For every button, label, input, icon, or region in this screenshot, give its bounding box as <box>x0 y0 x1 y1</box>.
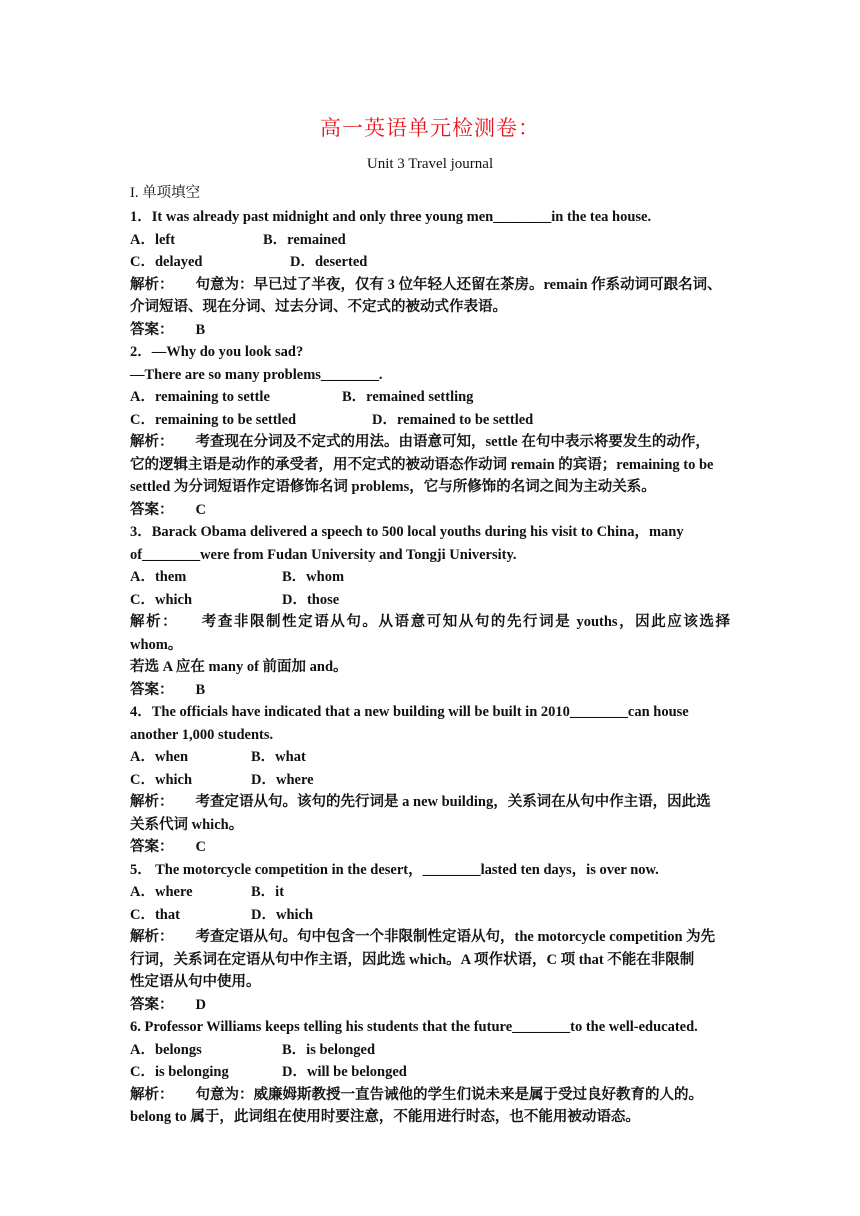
question-block <box>130 206 730 341</box>
options-row <box>130 881 730 904</box>
answer-label: 答案： <box>130 839 174 855</box>
option: D．where <box>251 771 314 788</box>
analysis-text: 关系代词 which。 <box>130 816 244 833</box>
answer-label: 答案： <box>130 996 174 1013</box>
option: C．remaining to be settled <box>130 411 297 428</box>
answer-value: D <box>195 996 206 1013</box>
question-block <box>130 341 730 521</box>
option: C．delayed <box>130 254 203 270</box>
question-stem: —There are so many problems________. <box>130 366 383 383</box>
analysis-text <box>130 431 730 454</box>
question-block <box>130 701 730 859</box>
analysis-text <box>130 791 730 814</box>
answer-value: B <box>195 321 206 338</box>
answer-label: 答案： <box>130 501 174 518</box>
question-stem: 1．It was already past midnight and only three young men________in the tea house. <box>130 209 652 225</box>
option: B．is belonged <box>282 1041 376 1058</box>
options-row <box>130 1039 730 1062</box>
analysis-body: 考查定语从句。句中包含一个非限制性定语从句，the motorcycle competition 为先 <box>195 929 716 945</box>
analysis-label: 解析： <box>130 614 179 630</box>
option: C．which <box>130 591 193 608</box>
analysis-body: 句意为：威廉姆斯教授一直告诫他的学生们说未来是属于受过良好教育的人的。 <box>195 1086 703 1103</box>
options-row <box>130 251 730 274</box>
options-row <box>130 769 730 792</box>
options-row <box>130 386 730 409</box>
option: C．which <box>130 771 193 788</box>
option: A．belongs <box>130 1041 202 1058</box>
answer-value: B <box>195 681 206 698</box>
analysis-text: 性定语从句中使用。 <box>130 974 261 990</box>
option: B．it <box>251 884 285 900</box>
analysis-text <box>130 611 730 656</box>
options-row <box>130 589 730 612</box>
answer-line <box>130 994 730 1017</box>
analysis-text: settled 为分词短语作定语修饰名词 problems，它与所修饰的名词之间为主动关系。 <box>130 479 656 495</box>
analysis-text: 若选 A 应在 many of 前面加 and。 <box>130 659 348 675</box>
analysis-text: 它的逻辑主语是动作的承受者，用不定式的被动语态作动词 remain 的宾语；remaining to be <box>130 456 714 473</box>
option: B．whom <box>282 569 345 585</box>
answer-label: 答案： <box>130 681 174 698</box>
option: A．when <box>130 749 189 765</box>
question-list <box>130 206 730 1129</box>
options-row <box>130 229 730 252</box>
option: D．will be belonged <box>282 1064 407 1080</box>
question-block <box>130 859 730 1017</box>
answer-line <box>130 319 730 342</box>
analysis-text <box>130 274 730 297</box>
answer-line <box>130 499 730 522</box>
option: B．what <box>251 749 306 765</box>
option: A．left <box>130 231 176 248</box>
option: A．where <box>130 884 193 900</box>
analysis-body: 考查定语从句。该句的先行词是 a new building，关系词在从句中作主语，因此选 <box>195 794 711 810</box>
answer-label: 答案： <box>130 321 174 338</box>
question-block <box>130 521 730 701</box>
answer-line <box>130 679 730 702</box>
analysis-text <box>130 1084 730 1107</box>
question-block <box>130 1016 730 1129</box>
analysis-body: 考查现在分词及不定式的用法。由语意可知，settle 在句中表示将要发生的动作， <box>195 434 710 450</box>
options-row <box>130 409 730 432</box>
analysis-body: 考查非限制性定语从句。从语意可知从句的先行词是 youths，因此应该选择 whom。 <box>130 614 730 653</box>
analysis-label: 解析： <box>130 434 174 450</box>
option: D．remained to be settled <box>372 411 534 428</box>
answer-value: C <box>195 839 206 855</box>
analysis-body: 句意为：早已过了半夜，仅有 3 位年轻人还留在茶房。remain 作系动词可跟名词、 <box>195 276 722 293</box>
options-row <box>130 566 730 589</box>
analysis-label: 解析： <box>130 929 174 945</box>
option: D．which <box>251 906 314 923</box>
analysis-label: 解析： <box>130 794 174 810</box>
analysis-text: 行词，关系词在定语从句中作主语，因此选 which。A 项作状语，C 项 that 不能在非限制 <box>130 951 695 968</box>
options-row <box>130 1061 730 1084</box>
question-stem: 3．Barack Obama delivered a speech to 500 local youths during his visit to China，many <box>130 524 684 540</box>
analysis-label: 解析： <box>130 276 174 293</box>
question-stem: of________were from Fudan University and Tongji University. <box>130 546 517 563</box>
options-row <box>130 904 730 927</box>
option: C．is belonging <box>130 1064 229 1080</box>
question-stem: another 1,000 students. <box>130 726 274 743</box>
analysis-text: belong to 属于，此词组在使用时要注意，不能用进行时态，也不能用被动语态。 <box>130 1109 640 1125</box>
question-stem: 5． The motorcycle competition in the desert，________lasted ten days，is over now. <box>130 861 659 878</box>
page-title: 高一英语单元检测卷： <box>320 116 540 140</box>
question-stem: 6. Professor Williams keeps telling his students that the future________to the well-educated. <box>130 1019 698 1035</box>
option: B．remained <box>263 231 346 248</box>
option: C．that <box>130 906 180 923</box>
option: A．remaining to settle <box>130 389 270 405</box>
analysis-text: 介词短语、现在分词、过去分词、不定式的被动式作表语。 <box>130 299 507 315</box>
answer-value: C <box>195 501 206 518</box>
answer-line <box>130 836 730 859</box>
option: D．those <box>282 591 340 608</box>
section-heading: I. 单项填空 <box>130 185 201 201</box>
analysis-label: 解析： <box>130 1086 174 1103</box>
page-subtitle: Unit 3 Travel journal <box>366 156 494 172</box>
question-stem: 2．—Why do you look sad? <box>130 344 304 360</box>
analysis-text <box>130 926 730 949</box>
question-stem: 4．The officials have indicated that a new building will be built in 2010________can house <box>130 704 689 720</box>
option: D．deserted <box>290 254 368 270</box>
option: A．them <box>130 569 187 585</box>
options-row <box>130 746 730 769</box>
option: B．remained settling <box>342 389 474 405</box>
